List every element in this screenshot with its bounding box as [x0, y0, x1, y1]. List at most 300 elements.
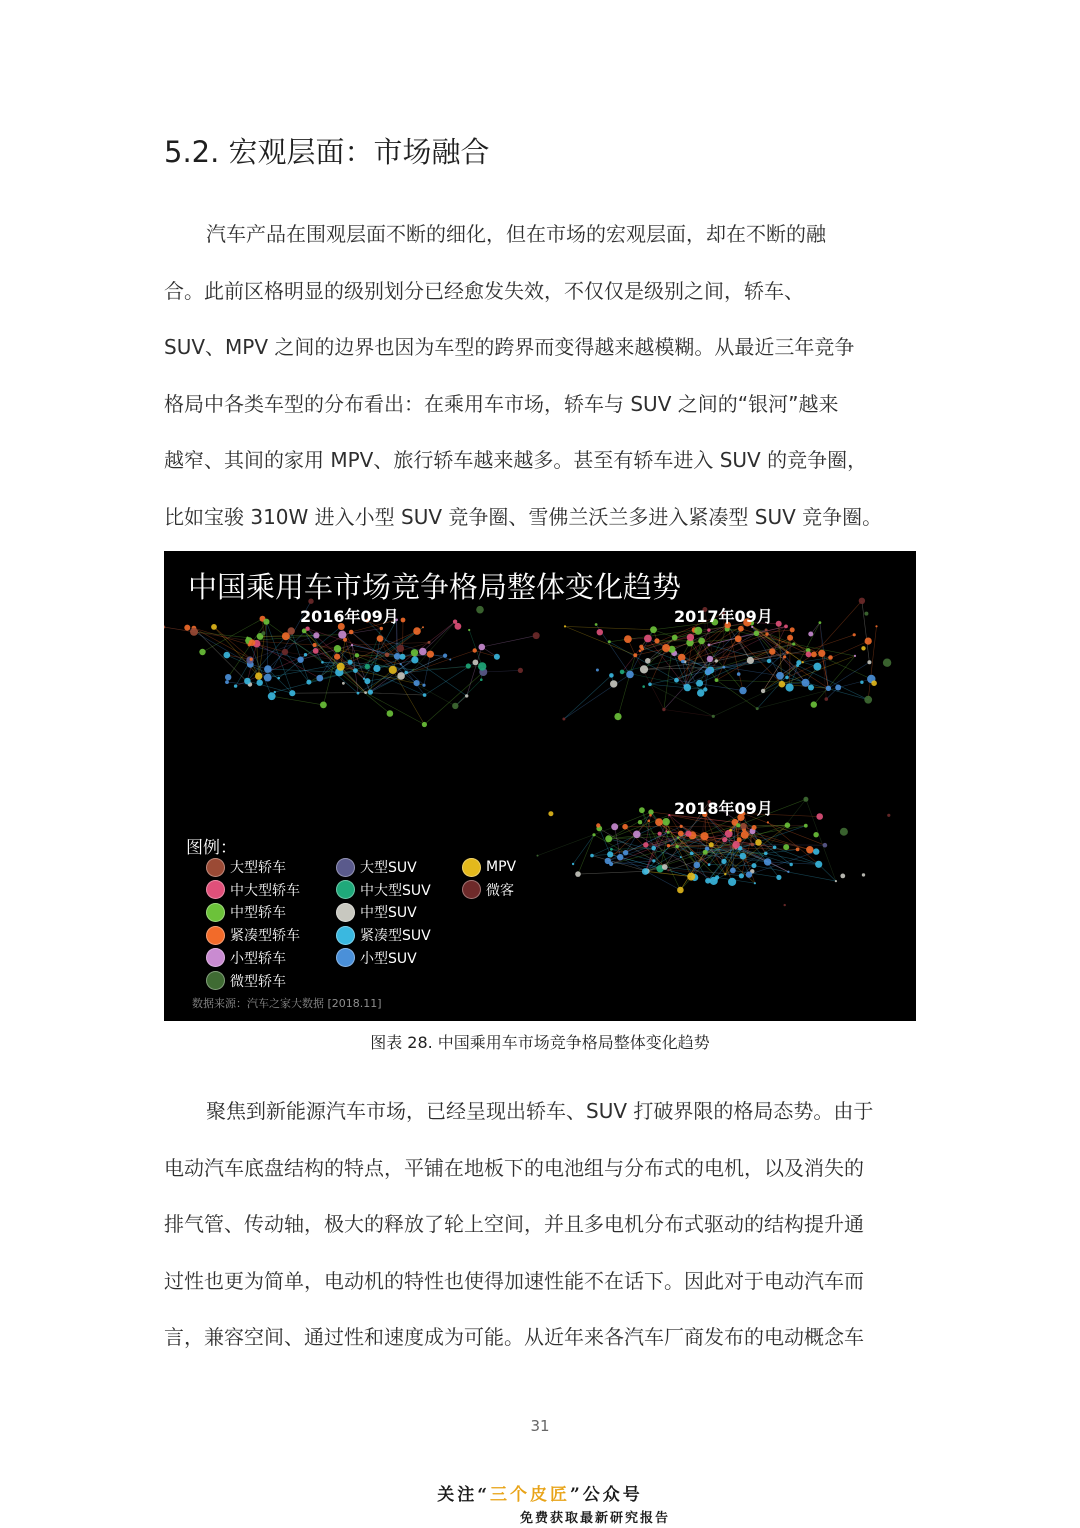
network-node	[575, 871, 581, 877]
network-node	[854, 655, 856, 657]
network-edge	[423, 622, 455, 652]
network-node	[316, 675, 323, 682]
network-node	[614, 713, 621, 720]
network-node	[297, 657, 303, 663]
network-node	[662, 644, 670, 652]
legend-item	[336, 925, 431, 945]
text-line: SUV、MPV 之间的边界也因为车型的跨界而变得越来越模糊。从最近三年竞争	[164, 335, 855, 360]
network-edge	[618, 655, 635, 716]
network-node	[752, 825, 757, 830]
network-node	[823, 843, 828, 848]
network-edge	[272, 696, 324, 705]
network-node	[767, 821, 769, 823]
network-node	[708, 644, 711, 647]
legend-label: 中大型轿车	[230, 882, 300, 899]
network-node	[633, 653, 637, 657]
network-node	[804, 824, 808, 828]
network-node	[389, 666, 397, 674]
network-node	[811, 652, 817, 658]
network-node	[414, 680, 420, 686]
network-node	[244, 678, 251, 685]
network-node	[712, 715, 715, 718]
network-node	[853, 633, 856, 636]
panel-label-2016: 2016年09月	[300, 607, 399, 626]
network-node	[537, 855, 539, 857]
network-edge	[709, 865, 754, 866]
text-line: 汽车产品在围观层面不断的细化，但在市场的宏观层面，却在不断的融	[206, 222, 826, 246]
legend-swatch	[462, 880, 481, 899]
legend-item	[206, 925, 300, 945]
network-edge	[367, 629, 381, 667]
network-node	[806, 651, 812, 657]
network-node	[651, 846, 656, 851]
network-node	[225, 674, 231, 680]
network-node	[835, 685, 841, 691]
legend-label: 小型SUV	[360, 950, 417, 967]
network-node	[649, 814, 652, 817]
network-node	[364, 691, 367, 694]
network-node	[468, 629, 470, 631]
network-node	[740, 823, 746, 829]
legend-item	[206, 880, 300, 900]
network-node	[802, 661, 804, 663]
network-node	[861, 646, 865, 650]
network-node	[348, 660, 353, 665]
network-node	[648, 809, 653, 814]
network-node	[754, 631, 760, 637]
network-edge	[738, 639, 782, 684]
network-node	[764, 858, 771, 865]
network-node	[638, 820, 642, 824]
legend-swatch	[336, 903, 355, 922]
network-node	[815, 861, 822, 868]
text-line: 排气管、传动轴，极大的释放了轮上空间，并且多电机分布式驱动的结构提升通	[164, 1212, 864, 1237]
network-node	[825, 697, 829, 701]
network-node	[802, 679, 810, 687]
market-network-figure	[164, 551, 916, 1021]
network-node	[313, 632, 319, 638]
network-node	[225, 680, 229, 684]
network-node	[667, 844, 670, 847]
network-node	[746, 871, 752, 877]
network-node	[730, 868, 736, 874]
network-node	[394, 653, 401, 660]
network-node	[306, 680, 311, 685]
legend-item	[336, 857, 417, 877]
footer-prefix: 关注“	[437, 1485, 490, 1505]
network-node	[413, 627, 421, 635]
network-node	[620, 670, 625, 675]
network-node	[412, 669, 414, 671]
network-node	[865, 638, 872, 645]
network-node	[761, 689, 765, 693]
network-node	[690, 852, 694, 856]
network-node	[184, 625, 190, 631]
network-node	[813, 848, 819, 854]
network-node	[796, 660, 801, 665]
network-node	[785, 676, 789, 680]
network-edge	[565, 626, 654, 629]
network-node	[355, 653, 359, 657]
network-node	[626, 671, 634, 679]
network-node	[767, 659, 771, 663]
network-edge	[292, 693, 365, 694]
network-node	[365, 664, 370, 669]
network-node	[867, 660, 871, 664]
network-node	[808, 632, 813, 637]
paragraph-market-fusion	[164, 206, 916, 546]
network-node	[729, 829, 732, 832]
network-node	[707, 656, 713, 662]
legend-label: 微客	[486, 882, 514, 899]
network-node	[595, 623, 598, 626]
network-node	[476, 606, 484, 614]
network-edge	[768, 822, 819, 864]
network-node	[806, 846, 813, 853]
network-node	[694, 627, 702, 635]
network-node	[784, 625, 788, 629]
legend-swatch	[336, 926, 355, 945]
text-line: 合。此前区格明显的级别划分已经愈发失效，不仅仅是级别之间，轿车、	[164, 278, 804, 303]
network-edge	[538, 827, 615, 856]
network-node	[875, 625, 877, 627]
network-node	[518, 668, 523, 673]
legend-swatch	[462, 858, 481, 877]
network-edge	[814, 656, 855, 705]
legend-item	[336, 880, 431, 900]
network-node	[380, 627, 383, 630]
text-line: 电动汽车底盘结构的特点，平铺在地板下的电池组与分布式的电机，以及消失的	[164, 1155, 864, 1180]
text-line: 格局中各类车型的分布看出：在乘用车市场，轿车与 SUV 之间的“银河”越来	[164, 391, 839, 416]
network-node	[685, 831, 691, 837]
network-node	[769, 648, 775, 654]
figure-title: 中国乘用车市场竞争格局整体变化趋势	[188, 570, 682, 604]
network-node	[790, 863, 793, 866]
network-node	[478, 662, 486, 670]
network-edge	[700, 629, 728, 683]
network-node	[642, 685, 645, 688]
network-node	[680, 856, 682, 858]
network-edge	[455, 680, 481, 706]
network-node	[733, 841, 740, 848]
network-node	[728, 878, 736, 886]
text-line: 聚焦到新能源汽车市场，已经呈现出轿车、SUV 打破界限的格局态势。由于	[206, 1099, 874, 1123]
network-node	[351, 644, 353, 646]
network-node	[776, 621, 782, 627]
network-node	[261, 631, 265, 635]
network-node	[860, 681, 863, 684]
legend-swatch	[206, 971, 225, 990]
network-edge	[266, 622, 322, 663]
network-node	[642, 868, 649, 875]
network-edge	[366, 693, 425, 725]
network-node	[465, 694, 468, 697]
network-node	[672, 635, 678, 641]
figure-caption: 图表 28. 中国乘用车市场竞争格局整体变化趋势	[370, 1033, 710, 1052]
legend-label: 微型轿车	[230, 973, 286, 990]
network-node	[423, 693, 427, 697]
network-node	[617, 854, 623, 860]
network-node	[776, 875, 781, 880]
footer-subtitle: 免费获取最新研究报告	[519, 1511, 670, 1526]
network-edge	[366, 693, 425, 696]
paragraph-ev-market	[164, 1083, 916, 1366]
network-node	[610, 848, 613, 851]
network-node	[533, 632, 540, 639]
network-node	[257, 680, 263, 686]
network-node	[681, 660, 685, 664]
network-node	[755, 839, 762, 846]
network-node	[564, 625, 566, 627]
network-node	[422, 722, 427, 727]
network-node	[819, 621, 822, 624]
network-edge	[768, 862, 819, 864]
network-edge	[424, 672, 483, 725]
network-node	[811, 701, 817, 707]
network-node	[313, 648, 319, 654]
network-node	[639, 650, 642, 653]
legend-label: 中大型SUV	[360, 882, 431, 899]
network-node	[562, 718, 565, 721]
network-node	[736, 823, 740, 827]
network-node	[754, 882, 756, 884]
network-edge	[806, 799, 836, 881]
network-node	[548, 811, 553, 816]
network-node	[708, 863, 711, 866]
network-edge	[573, 835, 594, 864]
legend-title: 图例：	[186, 838, 237, 858]
text-line: 越窄、其间的家用 MPV、旅行轿车越来越多。甚至有轿车进入 SUV 的竞争圈，	[164, 448, 868, 473]
network-node	[740, 853, 747, 860]
network-node	[264, 665, 272, 673]
network-node	[864, 696, 872, 704]
footer-suffix: ”公众号	[570, 1485, 643, 1505]
network-node	[783, 655, 786, 658]
network-node	[747, 657, 754, 664]
network-node	[697, 689, 704, 696]
network-node	[787, 871, 789, 873]
network-node	[494, 654, 500, 660]
network-node	[741, 831, 749, 839]
network-node	[199, 649, 205, 655]
network-node	[662, 818, 670, 826]
network-node	[648, 683, 652, 687]
network-node	[422, 626, 424, 628]
network-node	[633, 831, 641, 839]
network-node	[654, 638, 659, 643]
network-node	[859, 598, 865, 604]
legend-label: MPV	[486, 859, 517, 875]
network-edge	[685, 634, 767, 662]
network-node	[752, 863, 757, 868]
network-node	[721, 859, 726, 864]
network-node	[334, 654, 340, 660]
network-node	[288, 627, 295, 634]
network-node	[705, 668, 711, 674]
network-node	[639, 807, 645, 813]
network-node	[289, 690, 295, 696]
network-edge	[710, 633, 757, 659]
network-node	[397, 672, 405, 680]
network-node	[828, 655, 833, 660]
text-line: 比如宝骏 310W 进入小型 SUV 竞争圈、雪佛兰沃兰多进入紧凑型 SUV 竞争圈。	[164, 504, 883, 529]
network-node	[466, 663, 471, 668]
network-edge	[564, 675, 612, 719]
network-node	[364, 678, 370, 684]
network-edge	[475, 651, 497, 657]
network-node	[338, 631, 346, 639]
network-node	[739, 687, 746, 694]
network-node	[785, 822, 791, 828]
legend-item	[206, 857, 286, 877]
legend-label: 紧凑型轿车	[230, 928, 300, 945]
legend-label: 大型轿车	[230, 860, 286, 876]
network-node	[883, 659, 891, 667]
network-node	[250, 658, 253, 661]
network-node	[715, 659, 718, 662]
page-number: 31	[530, 1417, 550, 1435]
network-edge	[838, 679, 871, 688]
network-node	[776, 672, 784, 680]
network-edge	[754, 866, 836, 882]
network-node	[751, 843, 755, 847]
network-node	[779, 681, 786, 688]
network-node	[786, 651, 789, 654]
network-node	[790, 627, 795, 632]
network-node	[411, 656, 418, 663]
network-node	[792, 642, 795, 645]
network-node	[680, 825, 683, 828]
network-node	[694, 862, 701, 869]
network-node	[397, 645, 404, 652]
network-edge	[664, 710, 713, 717]
network-node	[305, 627, 309, 631]
network-node	[722, 837, 727, 842]
network-node	[385, 653, 390, 658]
network-node	[609, 673, 614, 678]
network-node	[826, 686, 831, 691]
network-node	[765, 632, 768, 635]
legend-swatch	[206, 948, 225, 967]
network-edge	[214, 627, 259, 676]
network-node	[677, 837, 679, 839]
network-node	[320, 702, 327, 709]
network-node	[623, 850, 628, 855]
network-node	[373, 665, 380, 672]
network-edge	[214, 627, 251, 659]
network-node	[675, 845, 679, 849]
network-node	[650, 626, 657, 633]
network-node	[572, 863, 574, 865]
network-node	[473, 648, 477, 652]
network-node	[422, 684, 425, 687]
network-node	[756, 707, 759, 710]
network-node	[608, 640, 611, 643]
network-node	[710, 877, 718, 885]
legend-item	[462, 880, 514, 900]
legend-swatch	[336, 880, 355, 899]
network-node	[357, 692, 360, 695]
network-node	[644, 635, 652, 643]
network-edge	[266, 622, 268, 669]
network-node	[723, 666, 726, 669]
footer-highlight: 三个皮匠	[490, 1485, 570, 1505]
network-node	[596, 823, 600, 827]
network-node	[234, 684, 237, 687]
data-source: 数据来源：汽车之家大数据 [2018.11]	[192, 997, 382, 1010]
network-node	[662, 708, 665, 711]
network-node	[707, 628, 710, 631]
network-node	[449, 659, 451, 661]
network-node	[645, 658, 651, 664]
network-node	[840, 828, 848, 836]
network-node	[624, 635, 632, 643]
text-line: 言，兼容空间、通过性和速度成为可能。从近年来各汽车厂商发布的电动概念车	[164, 1325, 864, 1350]
network-node	[400, 663, 402, 665]
network-node	[648, 820, 651, 823]
section-heading: 5.2. 宏观层面：市场融合	[164, 135, 490, 169]
network-node	[607, 851, 613, 857]
network-node	[784, 904, 786, 906]
network-node	[455, 623, 462, 630]
network-node	[590, 854, 594, 858]
network-node	[268, 692, 276, 700]
legend-swatch	[206, 858, 225, 877]
network-edge	[717, 680, 758, 709]
network-node	[803, 797, 808, 802]
network-node	[334, 645, 341, 652]
network-node	[783, 844, 789, 850]
network-node	[282, 649, 288, 655]
network-node	[419, 648, 427, 656]
network-edge	[393, 670, 425, 725]
network-node	[818, 650, 825, 657]
network-node	[773, 846, 777, 850]
legend-item	[336, 948, 417, 968]
network-node	[715, 678, 719, 682]
legend-swatch	[206, 903, 225, 922]
network-edge	[564, 674, 630, 719]
network-node	[452, 703, 458, 709]
network-node	[813, 832, 818, 837]
panel-label-2017: 2017年09月	[674, 607, 773, 626]
network-edge	[713, 684, 782, 716]
network-node	[864, 612, 868, 616]
network-node	[211, 624, 217, 630]
network-node	[596, 669, 599, 672]
network-node	[662, 864, 668, 870]
network-node	[796, 848, 800, 852]
network-node	[592, 833, 595, 836]
network-node	[479, 644, 486, 651]
network-edge	[415, 660, 467, 696]
network-node	[816, 813, 823, 820]
network-node	[643, 842, 648, 847]
network-node	[840, 874, 845, 879]
network-node	[739, 873, 744, 878]
legend-label: 紧凑型SUV	[360, 928, 431, 945]
network-node	[674, 678, 679, 683]
legend-swatch	[206, 880, 225, 899]
network-node	[404, 671, 408, 675]
network-node	[724, 873, 726, 875]
legend-item	[462, 857, 516, 877]
network-node	[871, 680, 877, 686]
network-node	[687, 634, 694, 641]
network-node	[377, 635, 384, 642]
network-node	[703, 850, 708, 855]
legend-label: 大型SUV	[360, 860, 417, 876]
